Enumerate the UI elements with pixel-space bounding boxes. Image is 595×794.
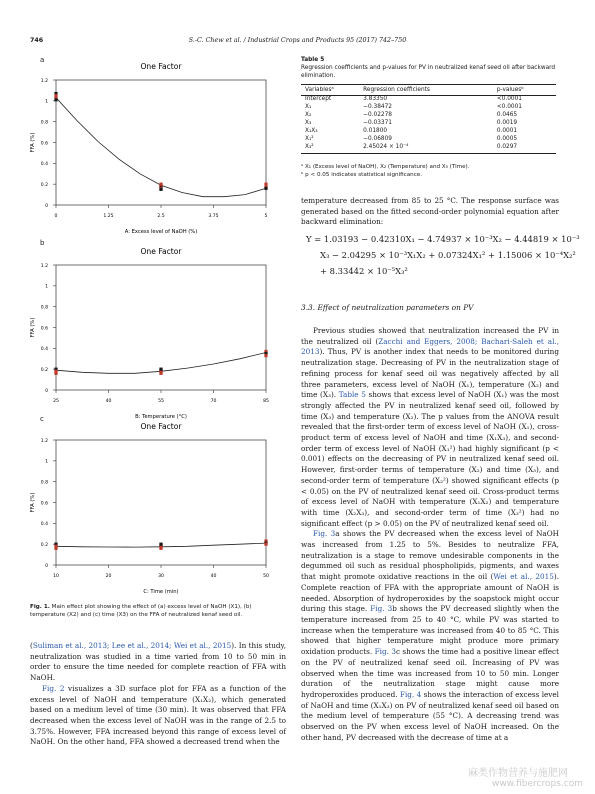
x-tick-label: 85 <box>263 399 269 404</box>
y-tick-label: 1 <box>45 99 48 105</box>
x-axis-label: B: Temperature (°C) <box>135 414 187 420</box>
x-tick-label: 20 <box>105 574 112 579</box>
running-header <box>0 37 595 49</box>
journal-citation: S.-C. Chew et al. / Industrial Crops and Products 95 (2017) 742–750 <box>188 37 407 44</box>
table-cell: <0.0001 <box>496 96 522 103</box>
paragraph-text: ). Complete reaction of FFA with the appropriate amount of NaOH is needed. Absorption of hydroperoxides by the soapstock might occur during this stage. <box>301 572 559 614</box>
y-tick-label: 0.4 <box>40 162 48 168</box>
data-point <box>54 372 57 375</box>
figure-caption <box>30 603 284 619</box>
equation-line-1: Y = 1.03193 − 0.42310X₁ − 4.74937 × 10⁻³X₂ − 4.44819 × 10⁻³ <box>306 234 580 244</box>
citation-link[interactable]: Fig. 2 <box>42 683 65 693</box>
chart-title: One Factor <box>140 422 182 431</box>
y-tick-label: 0.2 <box>40 542 48 548</box>
data-point <box>159 368 162 371</box>
left-paragraph-2 <box>30 684 286 748</box>
table-row <box>301 95 556 103</box>
right-intro-paragraph: temperature decreased from 85 to 25 °C. The response surface was generated based on the fitted second-order polynomial equation after backward elimination: <box>301 196 559 227</box>
data-point <box>159 372 162 375</box>
table-cell: 0.0465 <box>496 111 518 118</box>
table-cell: 0.0005 <box>496 135 518 142</box>
page-number: 746 <box>30 37 44 44</box>
table-cell: −0.03371 <box>363 119 392 126</box>
table-footnotes <box>301 163 561 179</box>
x-tick-label: 30 <box>158 574 164 579</box>
x-axis-label: C: Time (min) <box>143 589 179 595</box>
paragraph-text: Previous studies showed that neutralization increased the PV in the neutralized oil ( <box>301 326 559 346</box>
panel-letter-a: a <box>40 56 45 64</box>
y-axis-label: FFA (%) <box>30 492 36 513</box>
x-axis-label: A: Excess level of NaOH (%) <box>124 229 198 235</box>
x-tick-label: 40 <box>105 399 112 404</box>
paragraph-text: c shows the time had a positive linear effect on the PV of neutralized kenaf seed oil. Increasing of PV was observed when the time was increased from 10 to 50 min. Longer duration of the neutralization stage might cause more hydroperoxides produced. <box>301 647 559 699</box>
citation-link[interactable]: Zacchi and Eggers, 2008; Bachari-Saleh et al., 2013 <box>301 336 560 357</box>
table-cell: 0.0001 <box>496 127 518 134</box>
table-cell: X₁ <box>305 104 312 111</box>
paragraph-text: shows that excess level of NaOH (X₁) was the most strongly affected the PV in neutralized kenaf seed oil, followed by time (X₃) and temperature (X₂). The p values from the ANOVA result revealed that the first-order term of excess level of NaOH (X₁), cross-product term of excess level of NaOH and time (X₁X₃), and second-order term of excess level of NaOH (X₁²) had highly significant (p < 0.001) effects on the decreasing of PV in neutralized kenaf seed oil. However, first-order terms of temperature (X₂) and time (X₃), and second-order term of temperature (X₂²) showed significant effects (p < 0.05) on the PV of neutralized kenaf seed oil. Cross-product terms of excess level of NaOH with temperature (X₁X₂) and temperature with time (X₂X₃), and second-order term of time (X₃²) had no significant effect (p > 0.05) on the PV of neutralized kenaf seed oil. <box>301 390 560 528</box>
table-cell: 3.83350 <box>363 96 388 103</box>
table-row <box>301 128 556 136</box>
table-cell: X₁² <box>305 135 314 142</box>
x-tick-label: 0 <box>54 214 58 219</box>
equation-line-3: + 8.33442 × 10⁻⁵X₃² <box>320 266 408 276</box>
citation-link[interactable]: Fig. 3 <box>374 647 396 657</box>
citation-link[interactable]: Wei et al., 2015 <box>493 572 554 582</box>
table-footnote-a: ᵃ X₁ (Excess level of NaOH), X₂ (Temperature) and X₃ (Time). <box>301 164 470 170</box>
table-header-cell: Variablesᵃ <box>301 85 359 96</box>
watermark-cn: 麻类作物营养与施肥网 <box>468 768 568 779</box>
y-tick-label: 0 <box>45 203 48 209</box>
table-row <box>301 120 556 128</box>
x-tick-label: 70 <box>210 399 217 404</box>
y-axis-label: FFA (%) <box>30 317 36 338</box>
table-row <box>301 112 556 120</box>
figure-caption-label: Fig. 1. <box>30 604 50 610</box>
table-cell: X₃ <box>305 119 312 126</box>
x-tick-label: 40 <box>210 574 217 579</box>
right-column-text <box>301 326 559 743</box>
table-cell: −0.02278 <box>363 111 392 118</box>
table-cell: X₁X₃ <box>305 127 318 134</box>
x-tick-label: 25 <box>53 399 59 404</box>
x-tick-label: 1.25 <box>103 214 114 219</box>
y-tick-label: 0.8 <box>40 480 48 486</box>
y-tick-label: 0.6 <box>40 141 48 147</box>
table-cell: −0.38472 <box>363 104 392 111</box>
y-tick-label: 0.8 <box>40 305 48 311</box>
regression-table <box>301 84 556 154</box>
table-cell: 0.0019 <box>496 119 518 126</box>
paragraph-text: ). In this study, neutralization was studied in a time varied from 10 to 50 min in order to ensure the time needed for complete reaction of FFA with NaOH. <box>30 641 286 683</box>
table-header-cell: p-valuesᵇ <box>481 85 556 96</box>
y-tick-label: 0.4 <box>40 347 48 353</box>
citation-link[interactable]: Fig. 3 <box>313 529 336 539</box>
x-tick-label: 5 <box>264 214 268 219</box>
table-row <box>301 135 556 143</box>
paragraph-text: b shows the PV decreased slightly when the temperature increased from 25 to 40 °C, while PV was started to increase when the temperature was increased from 40 to 85 °C. This showed that higher temperature might produce more primary oxidation products. <box>301 604 559 657</box>
right-intro-block <box>301 196 559 228</box>
panel-letter-b: b <box>40 239 45 247</box>
fig1-panel-b-chart <box>20 243 290 418</box>
table-cell: 2.45024 × 10⁻⁴ <box>359 143 481 153</box>
citation-link[interactable]: Fig. 4 <box>399 689 422 699</box>
x-tick-label: 2.5 <box>157 214 165 219</box>
regression-equation <box>306 231 580 279</box>
paragraph-text: a shows the PV decreased when the excess level of NaOH was increased from 1.25 to 5%. Besides to neutralize FFA, neutralization is a stage to remove undesirable components in the degummed oil such as residual phospholipids, pigments, and waxes that might promote oxidative reactions in the oil ( <box>301 529 559 582</box>
y-tick-label: 0.6 <box>40 326 48 332</box>
fig1-panel-a-chart <box>20 58 290 248</box>
data-point <box>159 547 162 550</box>
data-point <box>264 354 267 357</box>
fig1-panel-c-chart <box>20 418 290 600</box>
left-paragraph-1 <box>30 641 286 684</box>
data-point <box>159 183 162 186</box>
y-tick-label: 1 <box>45 284 48 290</box>
data-point <box>159 543 162 546</box>
paragraph-text: ( <box>30 641 33 650</box>
data-point <box>159 188 162 191</box>
table-caption <box>301 56 561 80</box>
y-tick-label: 0 <box>45 388 48 394</box>
watermark-url: www.fibercrops.com <box>492 779 583 789</box>
paragraph-text: visualizes a 3D surface plot for FFA as a function of the excess level of NaOH and temperature (X₁X₂), which generated based on a medium level of time (30 min). It was observed that FFA decreased when the excess level of NaOH was in the range of 2.5 to 3.75%. However, FFA increased beyond this range of excess level of NaOH. On the other hand, FFA showed a decreased trend when the <box>30 683 286 747</box>
table-header-cell: Regression coefficients <box>359 85 481 96</box>
y-tick-label: 0.6 <box>40 501 48 507</box>
x-tick-label: 50 <box>263 574 269 579</box>
table-cell: Intercept <box>305 96 332 103</box>
left-column-text <box>30 641 286 748</box>
table-cell: <0.0001 <box>496 104 522 111</box>
y-tick-label: 1.2 <box>40 78 48 84</box>
table-header-row <box>301 85 556 96</box>
section-heading: 3.3. Effect of neutralization parameters on PV <box>301 303 474 312</box>
figure-caption-text: Main effect plot showing the effect of (a) excess level of NaOH (X1), (b) temperature (X2) and (c) time (X3) on the FFA of neutralized kenaf seed oil. <box>30 604 252 619</box>
citation-link[interactable]: Table 5 <box>338 390 366 400</box>
data-point <box>54 547 57 550</box>
chart-title: One Factor <box>140 247 182 256</box>
data-point <box>264 187 267 190</box>
y-tick-label: 0.4 <box>40 522 48 528</box>
table-cell: X₂ <box>305 111 312 118</box>
data-point <box>264 543 267 546</box>
right-paragraph-1 <box>301 326 559 529</box>
y-tick-label: 1.2 <box>40 263 48 269</box>
y-tick-label: 0.8 <box>40 120 48 126</box>
table-row <box>301 104 556 112</box>
fitted-curve <box>56 98 266 197</box>
table-cell: 0.01800 <box>363 127 388 134</box>
table-row <box>301 143 556 153</box>
y-tick-label: 1.2 <box>40 438 48 444</box>
equation-line-2: X₃ − 2.04295 × 10⁻³X₁X₂ + 0.07324X₁² + 1.15006 × 10⁻⁴X₂² <box>320 250 576 260</box>
table-body <box>301 95 556 153</box>
data-point <box>264 183 267 186</box>
table-cell: 0.0297 <box>481 143 556 153</box>
paragraph-text: ). Thus, PV is another index that needs to be monitored during neutralization stage. Decreasing of PV in the neutralization stage of refining process for kenaf seed oil was negatively affected by all three parameters, excess level of NaOH (X₁), temperature (X₂) and time (X₃). <box>301 347 559 400</box>
paragraph-text: shows the interaction of excess level of NaOH and time (X₁X₃) on PV of neutralized kenaf seed oil based on the medium level of temperature (55 °C). A decreasing trend was observed on the PV when excess level of NaOH increased. On the other hand, PV decreased with the decrease of time at a <box>301 689 560 742</box>
data-point <box>54 98 57 101</box>
panel-letter-c: c <box>40 415 44 423</box>
x-tick-label: 55 <box>158 399 164 404</box>
citation-link[interactable]: Suliman et al., 2013; Lee et al., 2014; Wei et al., 2015 <box>32 641 232 650</box>
citation-link[interactable]: Fig. 3 <box>370 604 393 614</box>
y-axis-label: FFA (%) <box>30 132 36 153</box>
table-caption-text: Regression coefficients and p-values for PV in neutralized kenaf seed oil after backward elimination. <box>301 65 556 79</box>
x-tick-label: 3.75 <box>208 214 219 219</box>
table-cell: X₃² <box>301 143 359 153</box>
y-tick-label: 0.2 <box>40 367 48 373</box>
table-label: Table 5 <box>301 57 325 63</box>
y-tick-label: 0.2 <box>40 182 48 188</box>
table-footnote-b: ᵇ p < 0.05 indicates statistical significance. <box>301 172 423 178</box>
y-tick-label: 1 <box>45 459 48 465</box>
right-paragraph-2 <box>301 529 559 743</box>
x-tick-label: 10 <box>53 574 59 579</box>
y-tick-label: 0 <box>45 563 48 569</box>
chart-title: One Factor <box>140 62 182 71</box>
table-cell: −0.06809 <box>363 135 392 142</box>
